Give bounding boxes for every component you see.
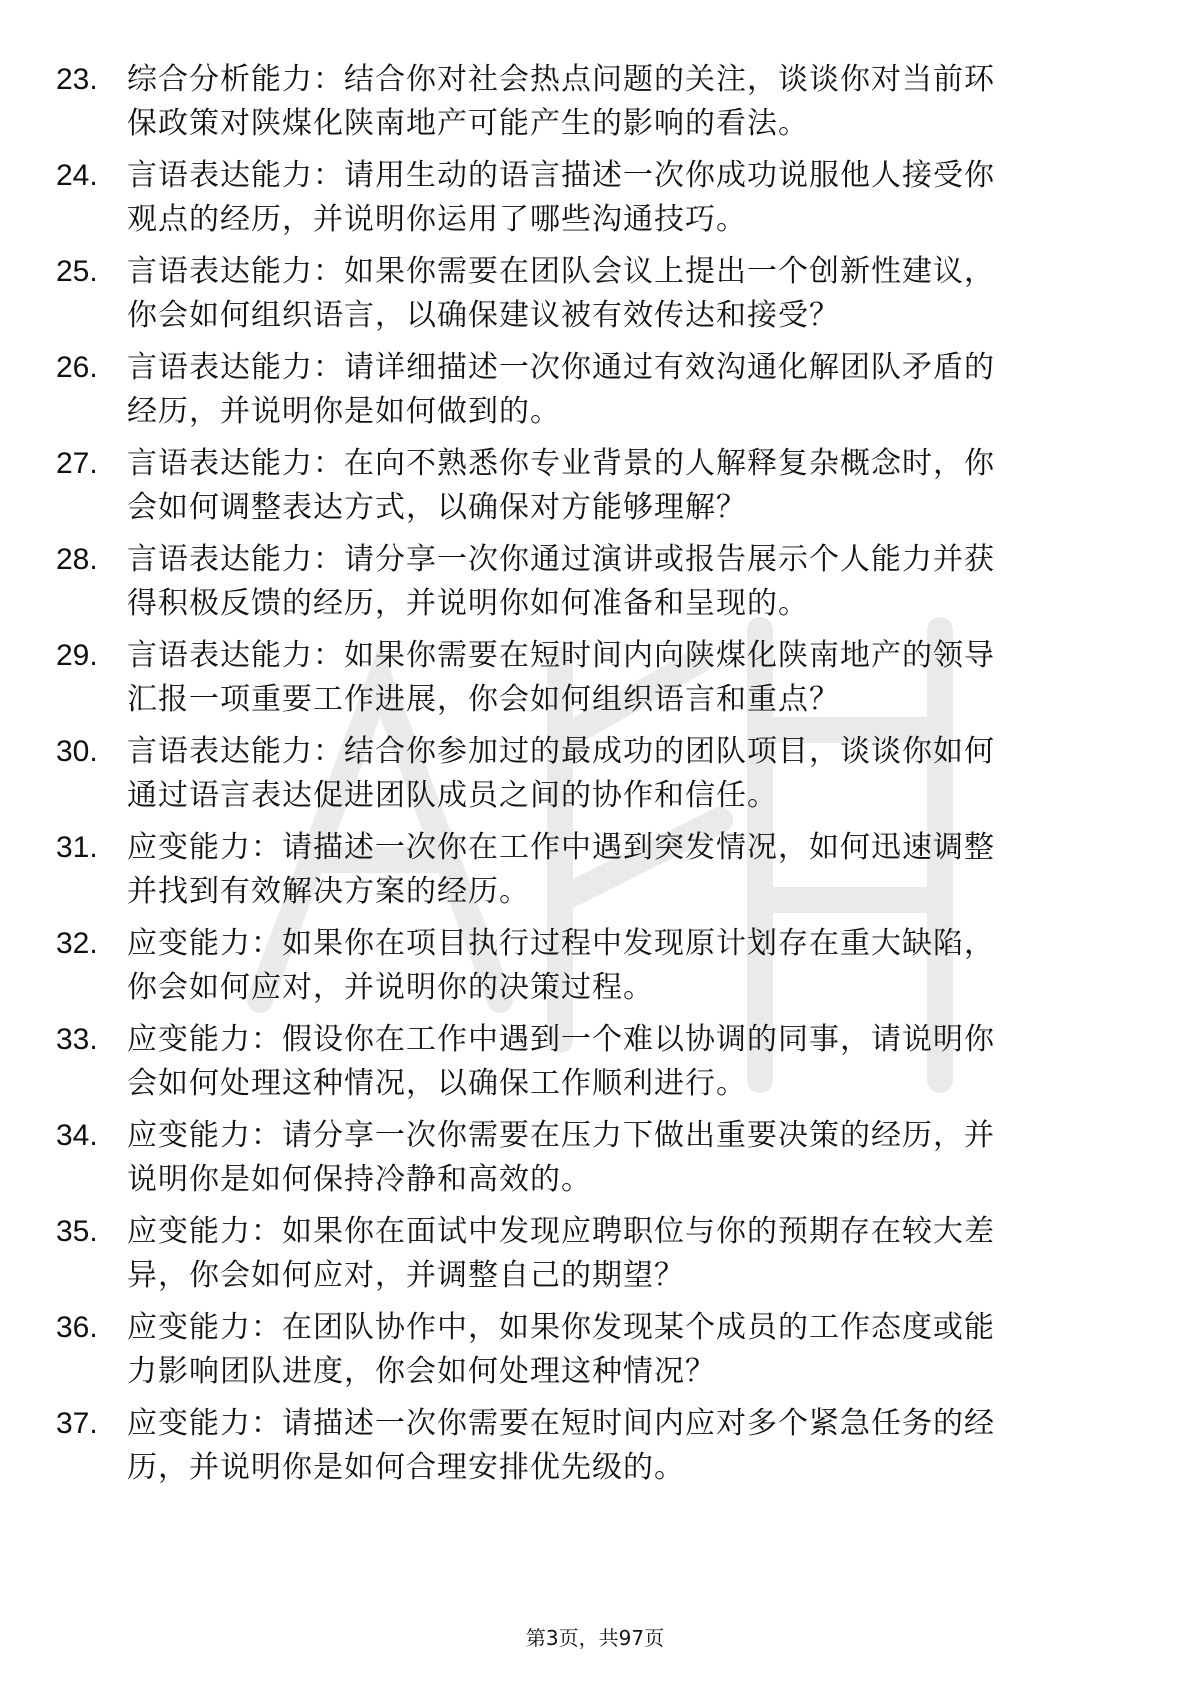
question-text-line: 异，你会如何应对，并调整自己的期望？ — [127, 1258, 685, 1293]
question-number: 36. — [56, 1311, 98, 1344]
question-text-line: 言语表达能力：如果你需要在短时间内向陕煤化陕南地产的领导 — [127, 638, 995, 673]
question-text-line: 说明你是如何保持冷静和高效的。 — [127, 1162, 592, 1197]
question-item — [0, 442, 1190, 538]
question-number: 31. — [56, 831, 98, 864]
question-text-line: 应变能力：假设你在工作中遇到一个难以协调的同事，请说明你 — [127, 1022, 995, 1057]
question-item — [0, 1114, 1190, 1210]
question-number: 26. — [56, 351, 98, 384]
question-text — [127, 730, 1127, 818]
question-item — [0, 1306, 1190, 1402]
question-number: 27. — [56, 447, 98, 480]
question-text — [127, 1306, 1127, 1394]
question-text — [127, 250, 1127, 338]
question-text-line: 会如何调整表达方式，以确保对方能够理解？ — [127, 490, 747, 525]
question-item — [0, 730, 1190, 826]
question-text-line: 言语表达能力：请分享一次你通过演讲或报告展示个人能力并获 — [127, 542, 995, 577]
question-number: 28. — [56, 543, 98, 576]
question-text-line: 并找到有效解决方案的经历。 — [127, 874, 530, 909]
question-number: 25. — [56, 255, 98, 288]
question-text-line: 通过语言表达促进团队成员之间的协作和信任。 — [127, 778, 778, 813]
question-item — [0, 1018, 1190, 1114]
question-text — [127, 1210, 1127, 1298]
question-text-line: 经历，并说明你是如何做到的。 — [127, 394, 561, 429]
question-text-line: 言语表达能力：请用生动的语言描述一次你成功说服他人接受你 — [127, 158, 995, 193]
question-text-line: 会如何处理这种情况，以确保工作顺利进行。 — [127, 1066, 747, 1101]
question-text-line: 综合分析能力：结合你对社会热点问题的关注，谈谈你对当前环 — [127, 62, 995, 97]
question-number: 24. — [56, 159, 98, 192]
question-number: 23. — [56, 63, 98, 96]
page-number-footer: 第3页，共97页 — [525, 1626, 665, 1650]
question-item — [0, 826, 1190, 922]
question-item — [0, 250, 1190, 346]
question-text-line: 历，并说明你是如何合理安排优先级的。 — [127, 1450, 685, 1485]
question-text-line: 言语表达能力：在向不熟悉你专业背景的人解释复杂概念时，你 — [127, 446, 995, 481]
question-text-line: 应变能力：如果你在面试中发现应聘职位与你的预期存在较大差 — [127, 1214, 995, 1249]
question-text-line: 应变能力：在团队协作中，如果你发现某个成员的工作态度或能 — [127, 1310, 995, 1345]
question-text — [127, 442, 1127, 530]
question-text-line: 应变能力：如果你在项目执行过程中发现原计划存在重大缺陷， — [127, 926, 995, 961]
question-text-line: 应变能力：请描述一次你在工作中遇到突发情况，如何迅速调整 — [127, 830, 995, 865]
question-text-line: 观点的经历，并说明你运用了哪些沟通技巧。 — [127, 202, 747, 237]
question-text-line: 言语表达能力：结合你参加过的最成功的团队项目，谈谈你如何 — [127, 734, 995, 769]
question-text-line: 得积极反馈的经历，并说明你如何准备和呈现的。 — [127, 586, 809, 621]
question-text-line: 应变能力：请分享一次你需要在压力下做出重要决策的经历，并 — [127, 1118, 995, 1153]
question-list — [0, 58, 1190, 1498]
question-number: 35. — [56, 1215, 98, 1248]
question-item — [0, 58, 1190, 154]
question-text — [127, 922, 1127, 1010]
question-number: 30. — [56, 735, 98, 768]
question-item — [0, 346, 1190, 442]
question-text-line: 力影响团队进度，你会如何处理这种情况？ — [127, 1354, 716, 1389]
question-number: 37. — [56, 1407, 98, 1440]
question-text — [127, 154, 1127, 242]
question-item — [0, 154, 1190, 250]
question-text — [127, 634, 1127, 722]
question-item — [0, 538, 1190, 634]
question-text — [127, 58, 1127, 146]
question-text-line: 保政策对陕煤化陕南地产可能产生的影响的看法。 — [127, 106, 809, 141]
question-number: 34. — [56, 1119, 98, 1152]
question-item — [0, 1402, 1190, 1498]
question-text-line: 你会如何应对，并说明你的决策过程。 — [127, 970, 654, 1005]
question-text-line: 汇报一项重要工作进展，你会如何组织语言和重点？ — [127, 682, 840, 717]
question-number: 32. — [56, 927, 98, 960]
question-text-line: 你会如何组织语言，以确保建议被有效传达和接受？ — [127, 298, 840, 333]
question-item — [0, 1210, 1190, 1306]
question-item — [0, 634, 1190, 730]
question-text-line: 言语表达能力：如果你需要在团队会议上提出一个创新性建议， — [127, 254, 995, 289]
question-text — [127, 346, 1127, 434]
question-text — [127, 1018, 1127, 1106]
question-text-line: 应变能力：请描述一次你需要在短时间内应对多个紧急任务的经 — [127, 1406, 995, 1441]
question-text — [127, 538, 1127, 626]
question-text — [127, 826, 1127, 914]
question-number: 29. — [56, 639, 98, 672]
question-text — [127, 1402, 1127, 1490]
question-text-line: 言语表达能力：请详细描述一次你通过有效沟通化解团队矛盾的 — [127, 350, 995, 385]
question-item — [0, 922, 1190, 1018]
question-number: 33. — [56, 1023, 98, 1056]
question-text — [127, 1114, 1127, 1202]
